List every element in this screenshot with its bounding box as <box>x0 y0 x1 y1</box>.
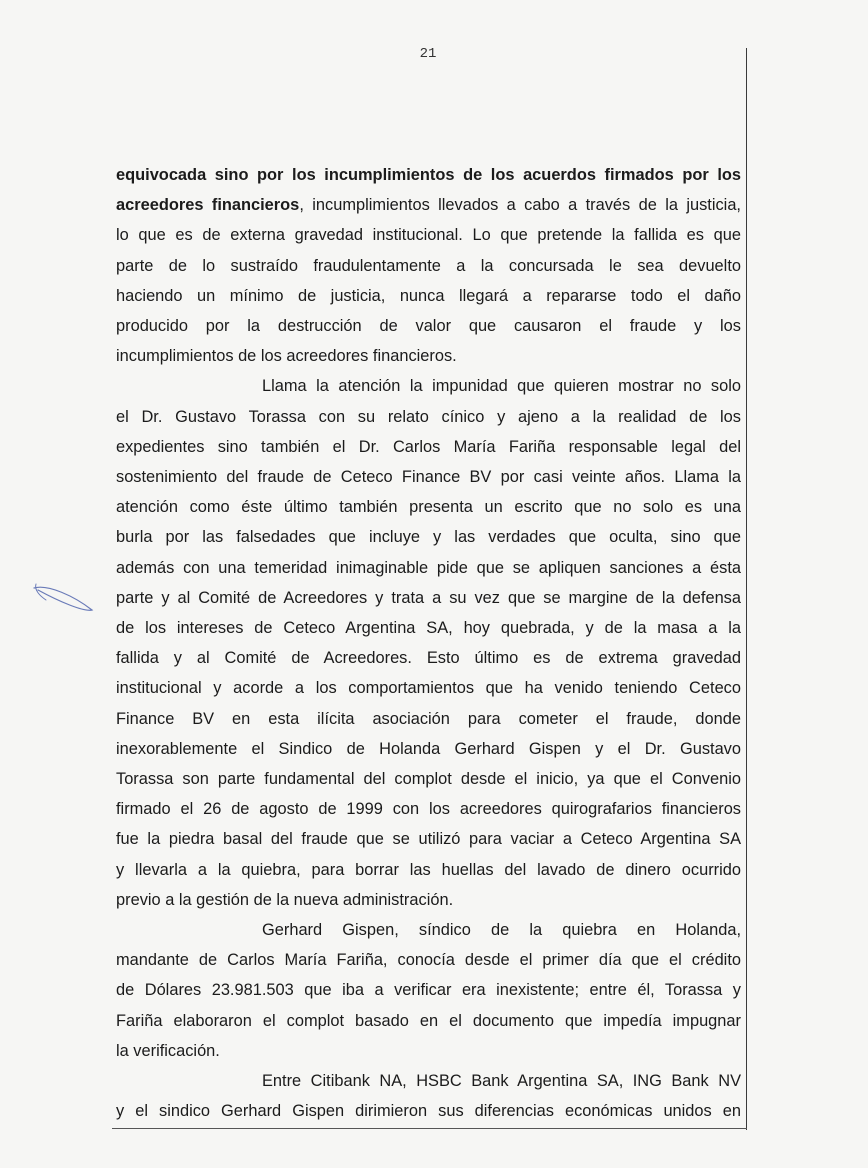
line-text: previo a la gestión de la nueva administración. <box>116 890 454 909</box>
line-text: lo que es de externa gravedad institucional. Lo que pretende la fallida es que <box>116 226 741 245</box>
line-text: y llevarla a la quiebra, para borrar las huellas del lavado de dinero ocurrido <box>116 860 741 879</box>
text-line <box>116 915 741 945</box>
line-text: el Dr. Gustavo Torassa con su relato cínico y ajeno a la realidad de los <box>116 407 741 426</box>
text-line <box>116 643 741 673</box>
line-text: firmado el 26 de agosto de 1999 con los acreedores quirografarios financieros <box>116 800 741 819</box>
bold-text: acreedores financieros <box>116 196 300 215</box>
line-text: además con una temeridad inimaginable pide que se apliquen sanciones a ésta <box>116 558 741 577</box>
line-text: , incumplimientos llevados a cabo a través de la justicia, <box>299 196 741 215</box>
line-text: Finance BV en esta ilícita asociación para cometer el fraude, donde <box>116 709 741 728</box>
text-line <box>116 1096 741 1126</box>
line-text: Entre Citibank NA, HSBC Bank Argentina SA, ING Bank NV <box>262 1072 741 1091</box>
text-line <box>116 885 741 915</box>
text-line <box>116 522 741 552</box>
line-text: atención como éste último también presenta un escrito que no solo es una <box>116 498 741 517</box>
text-line <box>116 824 741 854</box>
line-text: burla por las falsedades que incluye y las verdades que oculta, sino que <box>116 528 741 547</box>
line-text: y el sindico Gerhard Gispen dirimieron sus diferencias económicas unidos en <box>116 1102 741 1121</box>
text-line <box>116 220 741 250</box>
line-text: parte y al Comité de Acreedores y trata a su vez que se margine de la defensa <box>116 588 741 607</box>
text-line <box>116 704 741 734</box>
paragraph <box>116 371 741 915</box>
page-number: 21 <box>419 46 437 62</box>
line-text: expedientes sino también el Dr. Carlos María Fariña responsable legal del <box>116 437 741 456</box>
line-text: Gerhard Gispen, síndico de la quiebra en Holanda, <box>262 921 741 940</box>
text-line <box>116 281 741 311</box>
paragraph <box>116 915 741 1066</box>
text-line <box>116 311 741 341</box>
text-line <box>116 341 741 371</box>
text-line <box>116 583 741 613</box>
text-line <box>116 794 741 824</box>
text-line <box>116 975 741 1005</box>
text-line <box>116 673 741 703</box>
document-body <box>116 160 741 1127</box>
text-line <box>116 462 741 492</box>
line-text: la verificación. <box>116 1041 220 1060</box>
text-line <box>116 855 741 885</box>
line-text: parte de lo sustraído fraudulentamente a la concursada le sea devuelto <box>116 256 741 275</box>
line-text: de los intereses de Ceteco Argentina SA, hoy quebrada, y de la masa a la <box>116 619 741 638</box>
line-text: institucional y acorde a los comportamientos que ha venido teniendo Ceteco <box>116 679 741 698</box>
text-line <box>116 1006 741 1036</box>
text-line <box>116 492 741 522</box>
bottom-rule <box>112 1128 747 1129</box>
line-text: mandante de Carlos María Fariña, conocía desde el primer día que el crédito <box>116 951 741 970</box>
line-text: sostenimiento del fraude de Ceteco Finance BV por casi veinte años. Llama la <box>116 468 741 487</box>
text-line <box>116 764 741 794</box>
line-text: Llama la atención la impunidad que quieren mostrar no solo <box>262 377 741 396</box>
line-text: haciendo un mínimo de justicia, nunca llegará a repararse todo el daño <box>116 286 741 305</box>
text-line <box>116 251 741 281</box>
line-text: de Dólares 23.981.503 que iba a verificar era inexistente; entre él, Torassa y <box>116 981 741 1000</box>
line-text: Torassa son parte fundamental del complot desde el inicio, ya que el Convenio <box>116 770 741 789</box>
text-line <box>116 1066 741 1096</box>
line-text: fue la piedra basal del fraude que se utilizó para vaciar a Ceteco Argentina SA <box>116 830 741 849</box>
text-line <box>116 402 741 432</box>
line-text: producido por la destrucción de valor que causaron el fraude y los <box>116 317 741 336</box>
line-text: Fariña elaboraron el complot basado en el documento que impedía impugnar <box>116 1011 741 1030</box>
text-line <box>116 945 741 975</box>
text-line <box>116 432 741 462</box>
margin-rule <box>746 48 747 1130</box>
paragraph <box>116 1066 741 1126</box>
line-text: fallida y al Comité de Acreedores. Esto último es de extrema gravedad <box>116 649 741 668</box>
line-text: incumplimientos de los acreedores financieros. <box>116 347 457 366</box>
text-line <box>116 613 741 643</box>
text-line <box>116 371 741 401</box>
text-line <box>116 1036 741 1066</box>
text-line <box>116 190 741 220</box>
line-text: inexorablemente el Sindico de Holanda Gerhard Gispen y el Dr. Gustavo <box>116 739 741 758</box>
paragraph <box>116 160 741 371</box>
bold-text: equivocada sino por los incumplimientos de los acuerdos firmados por los <box>116 166 741 184</box>
text-line <box>116 734 741 764</box>
pen-scribble-icon <box>30 578 100 618</box>
text-line <box>116 160 741 190</box>
text-line <box>116 553 741 583</box>
